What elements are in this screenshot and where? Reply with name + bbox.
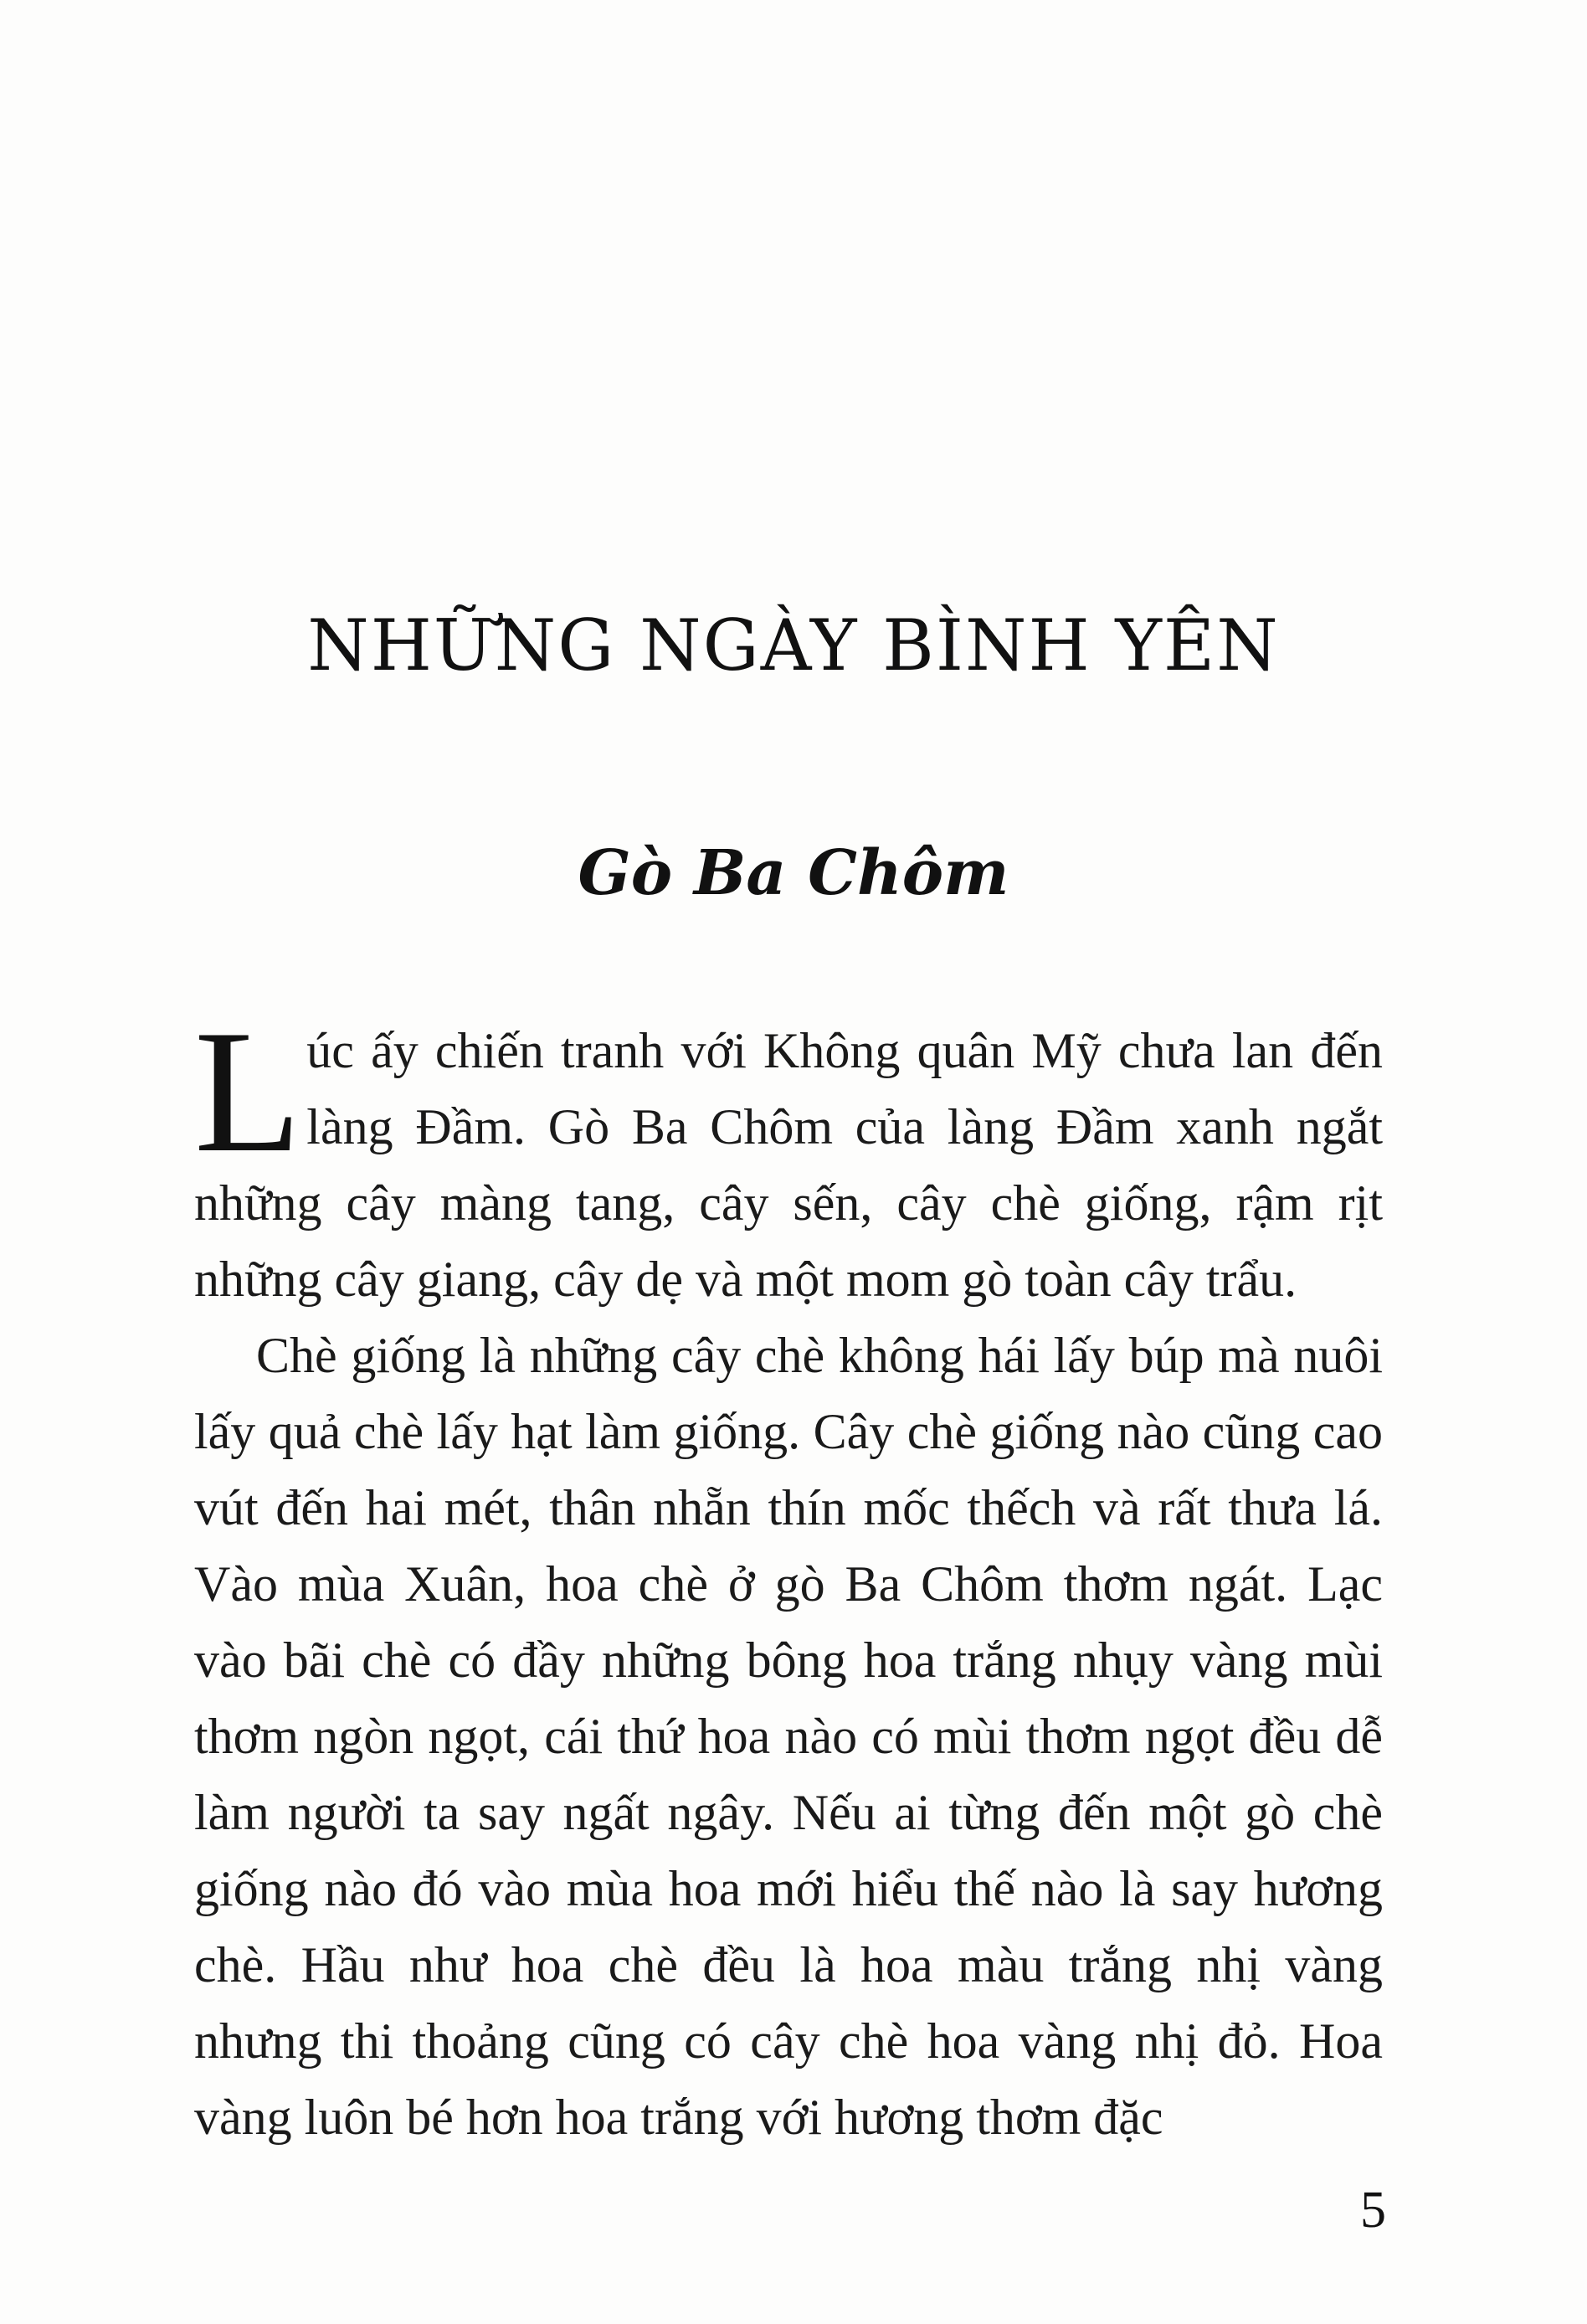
chapter-title: NHỮNG NGÀY BÌNH YÊN [307,604,1280,686]
chapter-subtitle: Gò Ba Chôm [578,837,1009,909]
body-text [194,995,1383,2156]
paragraph-1-text: úc ấy chiến tranh với Không quân Mỹ chưa lan đến làng Đầm. Gò Ba Chôm của làng Đầm xanh ngắt những cây màng tang, cây sến, cây chè giống, rậm rịt những cây giang, cây dẹ và một mom gò toàn cây trẩu. [194,1023,1383,1307]
page-number: 5 [1360,2182,1386,2239]
paragraph-2: Chè giống là những cây chè không hái lấy búp mà nuôi lấy quả chè lấy hạt làm giống. Cây chè giống nào cũng cao vút đến hai mét, thân nhẵn thín mốc thếch và rất thưa lá. Vào mùa Xuân, hoa chè ở gò Ba Chôm thơm ngát. Lạc vào bãi chè có đầy những bông hoa trắng nhụy vàng mùi thơm ngòn ngọt, cái thứ hoa nào có mùi thơm ngọt đều dễ làm người ta say ngất ngây. Nếu ai từng đến một gò chè giống nào đó vào mùa hoa mới hiểu thế nào là say hương chè. Hầu như hoa chè đều là hoa màu trắng nhị vàng nhưng thi thoảng cũng có cây chè hoa vàng nhị đỏ. Hoa vàng luôn bé hơn hoa trắng với hương thơm đặc [194,1328,1383,2145]
paragraph-1 [194,995,1383,1318]
drop-cap: L [194,995,302,1189]
